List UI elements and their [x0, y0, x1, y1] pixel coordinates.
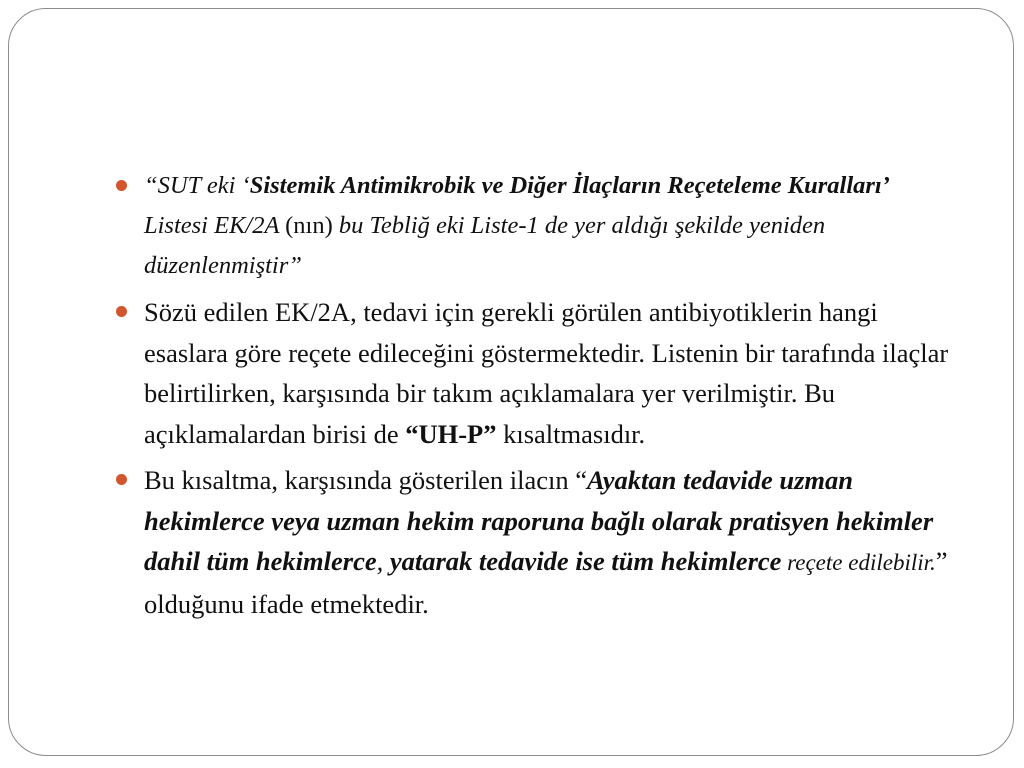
uh-p-abbreviation: “UH-P” — [405, 418, 497, 449]
bullet-item-abbreviation-meaning — [116, 460, 956, 624]
prescribable-text: reçete edilebilir. — [781, 550, 936, 575]
bullet-item-sut-quote — [116, 166, 956, 286]
ek2a-body-text: Sözü edilen EK/2A, tedavi için gerekli görülen antibiyotiklerin hangi esaslara göre reçete edileceğini göstermektedir. Listenin bir tarafında ilaçlar belirtilirken, karşısında bir takım açıklamalara yer verilmiştir. Bu açıklamalardan birisi de — [144, 297, 949, 449]
list-name-text: Listesi EK/2A — [144, 212, 286, 239]
ek2a-tail-text: kısaltmasıdır. — [496, 418, 646, 449]
bullet-list — [116, 166, 956, 624]
bullet-dot-icon — [116, 180, 127, 191]
quote-close-text: bu Tebliğ eki Liste-1 de yer aldığı şekilde yeniden düzenlenmiştir” — [144, 212, 826, 279]
bullet-dot-icon — [116, 474, 127, 485]
bullet-item-ek2a — [116, 292, 956, 454]
list-title-text: Sistemik Antimikrobik ve Diğer İlaçların Reçeteleme Kuralları’ — [249, 172, 890, 199]
meaning-tail-text: ” olduğunu ifade etmektedir. — [144, 546, 948, 619]
meaning-intro-text: Bu kısaltma, karşısında gösterilen ilacın “ — [144, 465, 588, 495]
inpatient-rule-text: yatarak tedavide ise tüm hekimlerce — [389, 546, 782, 576]
comma-text: , — [376, 546, 390, 576]
bullet-dot-icon — [116, 306, 127, 317]
outpatient-rule-text: Ayaktan tedavide uzman hekimlerce veya uzman hekim raporuna bağlı olarak pratisyen hekimler dahil tüm hekimlerce — [144, 465, 934, 576]
quote-open-text: “SUT eki ‘ — [144, 172, 250, 199]
suffix-text: (nın) — [285, 212, 333, 239]
